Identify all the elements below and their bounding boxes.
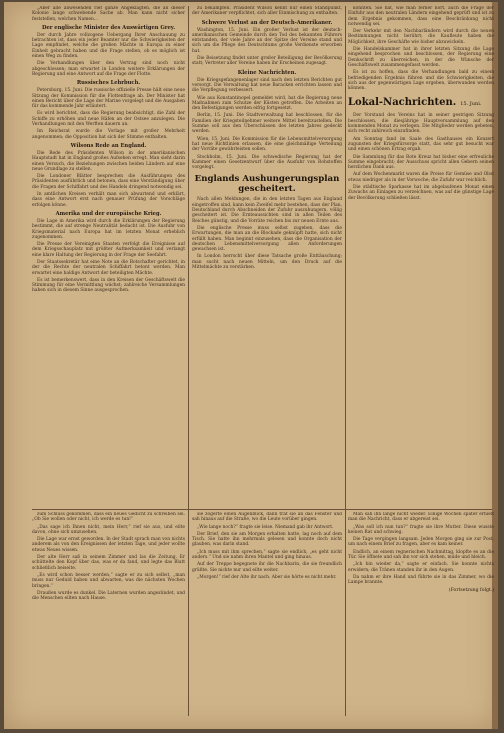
paragraph: Der durch Jahre vollzogene Uebergang Ihrer Anschauung zu betrachten ist, dass ein jeder Beamter nur die Schwierigkeiten der Lage empfindet, welche die großen Mächte in Europa zu einer Einheit gebracht haben und die Frage stellen, ob es möglich ist einen Weg zu finden. [32,32,185,60]
paragraph: zu bekämpfen. Präsident Wilson kennt nur einen Standpunkt, der Amerikaner verpflichtet, sich aller Einmischung zu enthalten. [192,6,342,17]
column-3 [348,6,494,508]
paragraph: Die Lage war ernst geworden. In der Stadt sprach man von nichts anderem als von den Ereignissen der letzten Tage, und jeder wollte etwas Neues wissen. [32,537,185,553]
paragraph: Es wird berichtet, dass die Regierung beabsichtigt, die Zahl der Schiffe zu erhöhen und neue Häfen an der Ostsee anzulegen. Die Verhandlungen mit den Werften dauern an. [32,111,185,128]
paragraph: Auf dem Wochenmarkt waren die Preise für Gemüse und Obst etwas niedriger als in der Vorwoche; die Zufuhr war reichlich. [348,172,494,183]
paragraph: In London herrscht über diese Tatsache große Enttäuschung; man sucht nach neuen Mitteln, um den Druck auf die Mittelmächte zu verstärken. [192,254,342,270]
paragraph: Berlin, 15. Juni. Die Stadtverwaltung hat beschlossen, für die Familien der Kriegsteilnehmer weitere Mittel bereitzustellen. Die Summe soll aus den Überschüssen des letzten Jahres gedeckt werden. [192,113,342,135]
paragraph: Im Reichsrat wurde die Vorlage mit großer Mehrheit angenommen; die Opposition hat sich der Stimme enthalten. [32,129,185,140]
paragraph: Die Tage vergingen langsam. Jeden Morgen ging sie zur Post, um nach einem Brief zu fragen, aber es kam keiner. [348,537,494,548]
paragraph: Man sah ihn lange nicht wieder. Einige Wochen später erhielt man die Nachricht, dass er abgereist sei. [348,512,494,523]
paragraph: Der Vorstand des Vereins hat in seiner gestrigen Sitzung beschlossen, die diesjährige Hauptversammlung auf den kommenden Monat zu verlegen. Die Mitglieder werden gebeten, sich recht zahlreich einzufinden. [348,113,494,135]
article-heading: Amerika und der europäische Krieg. [55,210,162,217]
paragraph: Die städtische Sparkasse hat im abgelaufenen Monat einen Zuwachs an Einlagen zu verzeichnen, was auf die günstige Lage der Bevölkerung schließen lässt. [348,185,494,201]
paragraph: Washington, 15. Juni. Ein großer Verlust ist der deutsch-amerikanischen Gemeinde durch den Tod des bekannten Führers entstanden, der viele Jahre an der Spitze der Vereine stand und sich um die Pflege des Deutschtums große Verdienste erworben hat. [192,27,342,54]
section-date: 15. Juni. [460,101,482,108]
newspaper-page [4,2,498,729]
paragraph: Die Presse der Vereinigten Staaten verfolgt die Ereignisse auf dem Kriegsschauplatz mit größter Aufmerksamkeit und verlangt eine klare Haltung der Regierung in der Frage der Seefahrt. [32,242,185,258]
paragraph: „Was soll ich nun tun?“ fragte sie ihre Mutter. Diese wusste keinen Rat und schwieg. [348,524,494,535]
paragraph: Es ist zu hoffen, dass die Verhandlungen bald zu einem befriedigenden Ergebnis führen und die Schwierigkeiten, die sich aus der gegenwärtigen Lage ergeben, überwunden werden können. [348,70,494,92]
paragraph: Wien, 15. Juni. Die Kommission für die Lebensmittelversorgung hat neue Richtlinien erlassen, die eine gleichmäßige Verteilung der Vorräte gewährleisten sollen. [192,136,342,153]
section-heading-lokal [348,97,494,110]
paragraph: könnten. Sie hat, wie man ferner hört, auch die Frage der Einfuhr aus den neutralen Ländern eingehend geprüft und ist zu dem Ergebnis gekommen, dass eine Beschränkung nicht notwendig sei. [348,6,494,27]
paragraph: Der alte Herr saß in seinem Zimmer und las die Zeitung. Er schüttelte den Kopf über das, was er da fand, und legte das Blatt schließlich beiseite. [32,555,185,571]
paragraph: Die englische Presse muss selbst zugeben, dass die Erwartungen, die man an die Blockade geknüpft hatte, sich nicht erfüllt haben. Man beginnt einzusehen, dass die Organisation der deutschen Lebensmittelversorgung allen Anforderungen gewachsen ist. [192,225,342,253]
paragraph: Der Verkehr mit den Nachbarländern wird durch die neuen Bestimmungen nicht berührt; die Kaufleute haben die Möglichkeit, ihre Geschäfte wie bisher abzuwickeln. [348,29,494,45]
paragraph: In amtlichen Kreisen verhält man sich abwartend und erklärt, dass eine Antwort erst nach genauer Prüfung der Vorschläge erfolgen könne. [32,192,185,208]
paragraph: „Ich bin wieder da,“ sagte er einfach. Sie konnte nichts erwidern; die Tränen standen ihr in den Augen. [348,562,494,573]
article-heading: Der englische Minister des Auswärtigen Grey. [41,24,176,31]
article-heading: Russisches Lehrbuch. [76,80,141,87]
paragraph: Die Kriegsgefangenenlager sind nach den letzten Berichten gut versorgt. Die Verwaltung hat neue Baracken errichten lassen und die Verpflegung verbessert. [192,77,342,94]
paragraph: Es ist bemerkenswert, dass in den Kreisen der Geschäftswelt die Stimmung für eine Vermittlung wächst; zahlreiche Versammlungen haben sich in diesem Sinne ausgesprochen. [32,277,185,294]
paragraph: Die Rede des Präsidenten Wilson in der amerikanischen Hauptstadt hat in England großes Aufsehen erregt. Man sieht darin einen Versuch, die Beziehungen zwischen beiden Ländern auf eine neue Grundlage zu stellen. [32,150,185,172]
feuilleton-column-2 [192,512,342,717]
article-heading: Schwere Verlust an der Deutsch-Amerikaner. [201,19,333,26]
paragraph: „Aber alle anwesenden rief ganze Angeklagten, die an dieser Kolonie lange schwebende Sache ab. Man kann nicht sicher feststellen, welchen Namen... [32,6,185,22]
paragraph: „Morgen!“ rief der Alte ihr nach. Aber sie hörte es nicht mehr. [197,574,337,580]
section-title: Lokal-Nachrichten. [348,97,457,109]
paragraph: Die Handelskammer hat in ihrer letzten Sitzung die Lage eingehend besprochen und beschlossen, der Regierung eine Denkschrift zu überreichen, in der die Wünsche der Geschäftswelt zusammengefasst werden. [348,47,494,68]
paragraph: Endlich, an einem regnerischen Nachmittag, klopfte es an die Tür. Sie öffnete und sah ihn vor sich stehen, müde und bleich. [348,549,494,561]
feuilleton-column-1 [32,512,185,717]
paragraph: zum Schluss gekommen, dass ein neues Gedicht zu schreiben sei. „Ob Sie wollen oder nicht, ich werde es tun!“ [32,512,185,523]
paragraph: „Das sage ich Ihnen nicht, mein Herr,“ rief sie aus, und eilte davon, ohne sich umzusehen. [32,524,185,535]
paragraph: „Ich muss mit ihm sprechen,“ sagte sie endlich, „es geht nicht anders.“ Und sie nahm ihren Mantel und ging hinaus. [192,549,342,561]
feuilleton-column-3 [348,512,494,717]
article-heading: Kleine Nachrichten. [237,69,297,76]
paragraph: Die Londoner Blätter besprechen die Ausführungen des Präsidenten ausführlich und betonen, dass eine Verständigung über die Fragen der Schiffahrt und des Handels dringend notwendig sei. [32,174,185,190]
paragraph: Am Sonntag fand im Saale des Gasthauses ein Konzert zugunsten der Kriegsfürsorge statt, das sehr gut besucht war und einen schönen Ertrag ergab. [348,136,494,153]
paragraph: Der Brief, den sie am Morgen erhalten hatte, lag noch auf dem Tisch. Sie hatte ihn mehrmals gelesen und konnte doch nicht glauben, was darin stand. [192,531,342,548]
paragraph: Der Staatssekretär hat eine Note an die Botschafter gerichtet, in der die Rechte der neutralen Schiffahrt betont werden. Man erwartet eine baldige Antwort der beteiligten Mächte. [32,259,185,276]
paragraph: Auf der Treppe begegnete ihr die Nachbarin, die sie freundlich grüßte. Sie nickte nur und eilte weiter. [192,562,342,573]
continued-note: (Fortsetzung folgt.) [448,587,494,593]
paragraph: Nach allen Meldungen, die in den letzten Tagen aus England eingetroffen sind, kann kein Zweifel mehr bestehen, dass der Plan, Deutschland durch Abschneiden der Zufuhr auszuhungern, völlig gescheitert ist. Die Ernteaussichten sind in allen Teilen des Reiches günstig, und die Vorräte reichen bis zur neuen Ernte aus. [192,197,342,224]
paragraph: Wie aus Konstantinopel gemeldet wird, hat die Regierung neue Maßnahmen zum Schutze der Küsten getroffen. Die Arbeiten an den Befestigungen werden eifrig fortgesetzt. [192,95,342,112]
paragraph: „Es wird schon besser werden,“ sagte er zu sich selbst, „man muss nur Geduld haben und abwarten, was die nächsten Wochen bringen.“ [32,572,185,589]
column-2 [192,6,342,508]
paragraph: Die Beisetzung findet unter großer Beteiligung der Bevölkerung statt; Vertreter aller Vereine haben ihr Erscheinen zugesagt. [192,56,342,67]
paragraph: Die Sammlung für das Rote Kreuz hat bisher eine erfreuliche Summe eingebracht; der Ausschuss spricht allen Gebern seinen herzlichen Dank aus. [348,154,494,171]
paragraph: Da nahm er ihre Hand und führte sie in das Zimmer, wo die Lampe brannte. [348,574,494,586]
paragraph: „Wie lange noch?“ fragte sie leise. Niemand gab ihr Antwort. [197,524,334,530]
main-headline: Englands Aushungerungsplan gescheitert. [194,174,340,195]
section-rule [32,509,492,510]
paragraph: Petersburg, 15. Juni. Die russische offizielle Presse hält eine neue Sitzung der Kommission für die Flottenfrage ab. Der Minister hat einen Bericht über die Lage der Marine vorgelegt und die Ausgaben für das kommende Jahr erläutert. [32,88,185,110]
paragraph: Stockholm, 15. Juni. Die schwedische Regierung hat der Kammer einen Gesetzentwurf über die Ausfuhr von Rohstoffen vorgelegt. [192,154,342,171]
paragraph: Draußen wurde es dunkel. Die Laternen wurden angezündet, und die Menschen eilten nach Hause. [32,590,185,602]
column-rule [188,6,189,716]
column-rule [345,6,346,716]
article-heading: Wilsons Rede an England. [70,142,147,149]
column-1 [32,6,185,508]
paragraph: sie zögerte einen Augenblick, dann trat sie an das Fenster und sah hinaus auf die Straße, wo die Leute vorüber gingen. [192,512,342,523]
paragraph: Die Verhandlungen über den Vertrag sind noch nicht abgeschlossen; man erwartet in London weitere Erklärungen der Regierung und eine Antwort auf die Frage der Flotte. [32,61,185,77]
paragraph: Die Lage in Amerika wird durch die Erklärungen der Regierung bestimmt, die auf strenge Neutralität bedacht ist. Die Ausfuhr von Kriegsmaterial nach Europa hat im letzten Monat erheblich zugenommen. [32,218,185,240]
